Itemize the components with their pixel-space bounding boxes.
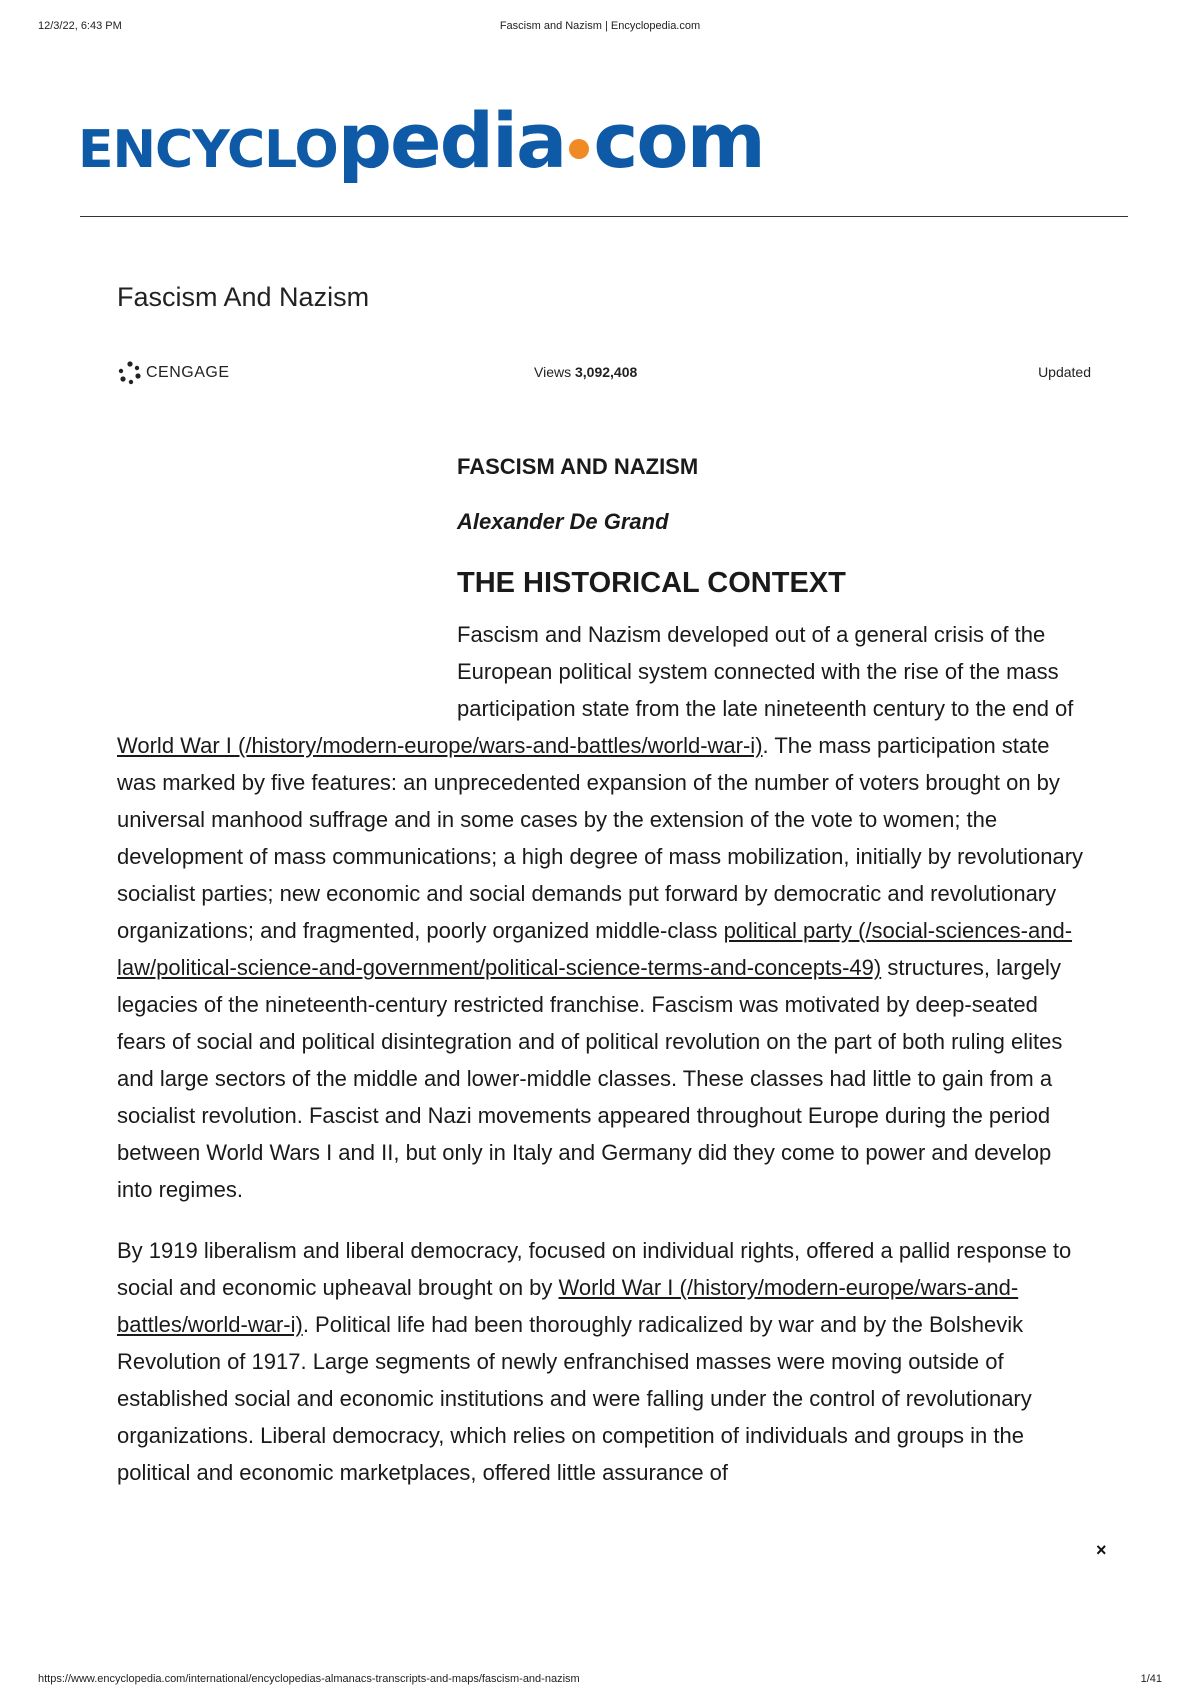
- paragraph-1: [117, 616, 1091, 1208]
- paragraph-text: . Political life had been thoroughly radicalized by war and by the Bolshevik Revolution of 1917. Large segments of newly enfranchised masses were moving outside of established social and economic institutions and were falling under the control of revolutionary organizations. Liberal democracy, which relies on competition of individuals and groups in the political and economic marketplaces, offered little assurance of: [117, 1312, 1032, 1485]
- site-logo[interactable]: [78, 96, 764, 185]
- close-icon[interactable]: ×: [1096, 1540, 1107, 1560]
- article-author: Alexander De Grand: [457, 509, 669, 534]
- publisher-name: CENGAGE: [146, 364, 230, 381]
- paragraph-text: Fascism and Nazism developed out of a general crisis of the European political system connected with the rise of the mass participation state from the late nineteenth century to the end of: [457, 622, 1074, 721]
- cengage-icon: [117, 360, 143, 386]
- views-counter: [534, 364, 637, 380]
- views-count: 3,092,408: [574, 364, 638, 380]
- publisher-badge: [117, 360, 230, 386]
- print-page-title: Fascism and Nazism | Encyclopedia.com: [499, 20, 701, 32]
- updated-label: Updated: [1038, 364, 1091, 380]
- link-world-war-i[interactable]: World War I (/history/modern-europe/wars-and-battles/world-war-i): [117, 1275, 1019, 1337]
- header-divider: [80, 216, 1128, 217]
- print-footer: [38, 1673, 1162, 1687]
- logo-text-pedia: pedia: [337, 96, 566, 185]
- paragraph-text: By 1919 liberalism and liberal democracy, focused on individual rights, offered a pallid response to social and economic upheaval brought on by: [117, 1238, 1072, 1300]
- logo-text-com: com: [593, 96, 764, 185]
- ad-space: [117, 616, 457, 727]
- print-url: https://www.encyclopedia.com/international/encyclopedias-almanacs-transcripts-and-maps/fascism-and-nazism: [38, 1673, 580, 1685]
- print-date: 12/3/22, 6:43 PM: [38, 20, 122, 32]
- article-title: FASCISM AND NAZISM: [457, 454, 699, 479]
- print-page-number: 1/41: [1140, 1673, 1162, 1685]
- link-world-war-i[interactable]: World War I (/history/modern-europe/wars-and-battles/world-war-i): [117, 733, 763, 758]
- article-meta: [117, 360, 1091, 386]
- print-header: [38, 20, 1162, 36]
- paragraph-2: [117, 1232, 1091, 1491]
- article-body: [117, 448, 1091, 1515]
- article-header: [457, 454, 1091, 616]
- section-heading: THE HISTORICAL CONTEXT: [457, 567, 846, 599]
- link-political-party[interactable]: political party (/social-sciences-and-law/political-science-and-government/political-science-terms-and-concepts-49): [117, 918, 1073, 980]
- page-title: Fascism And Nazism: [117, 282, 370, 312]
- views-label: Views: [534, 364, 572, 380]
- paragraph-text: structures, largely legacies of the nineteenth-century restricted franchise. Fascism was motivated by deep-seated fears of social and political disintegration and of political revolution on the part of both ruling elites and large sectors of the middle and lower-middle classes. These classes had little to gain from a socialist revolution. Fascist and Nazi movements appeared throughout Europe during the period between World Wars I and II, but only in Italy and Germany did they come to power and develop into regimes.: [117, 955, 1063, 1202]
- logo-dot-icon: [569, 139, 589, 159]
- logo-text-encyclo: ENCYCLO: [78, 120, 338, 180]
- paragraph-text: . The mass participation state was marked by five features: an unprecedented expansion of the number of voters brought on by universal manhood suffrage and in some cases by the extension of the vote to women; the development of mass communications; a high degree of mass mobilization, initially by revolutionary socialist parties; new economic and social demands put forward by democratic and revolutionary organizations; and fragmented, poorly organized middle-class: [117, 733, 1084, 943]
